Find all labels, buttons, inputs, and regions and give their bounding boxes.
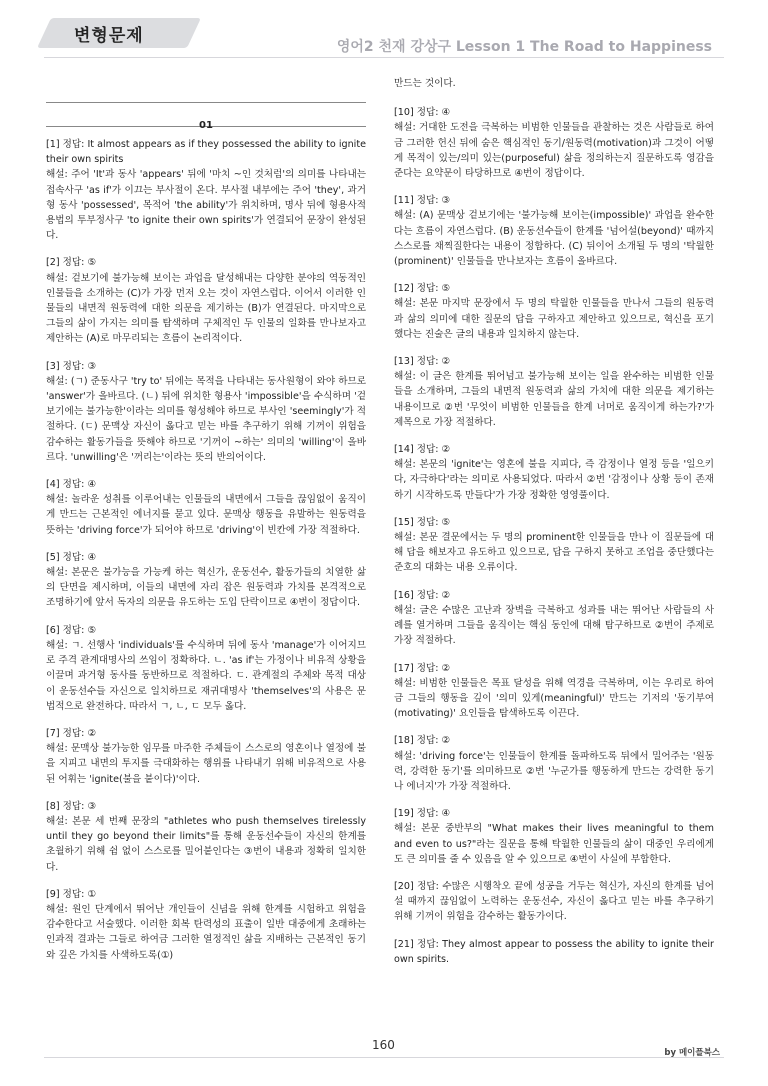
answer-line: [19] 정답: ④ xyxy=(394,808,451,820)
answer-line: [7] 정답: ② xyxy=(46,727,97,739)
explanation-text: 해설: 겉보기에 불가능해 보이는 과업을 달성해내는 다양한 분야의 역동적인 인물들을 소개하는 (C)가 가장 먼저 오는 것이 자연스럽다. 이어서 이러한 인물들의 내면적 원동력에 대한 의문을 제기하는 (B)가 연결된다. 마지막으로 그들의 삶이 가지는 의미를 탐색하며 구체적인 두 인물의 일화를 만나보자고 제안하는 (A)로 마무리되는 흐름이 논리적이다. xyxy=(46,272,366,345)
answer-line: [1] 정답: It almost appears as if they possessed the ability to ignite their own spirits xyxy=(46,139,366,166)
answer-line: [11] 정답: ③ xyxy=(394,195,451,207)
answer-entry xyxy=(394,354,714,430)
explanation-text: 해설: 거대한 도전을 극복하는 비범한 인물들을 관찰하는 것은 사람들로 하여금 그러한 헌신 뒤에 숨은 핵심적인 동기/원동력(motivation)과 그것이 어떻게 목적이 있는/의미 있는(purposeful) 삶을 정의하는지 질문하도록 영감을 준다는 요약문이 타당하므로 ④번이 정답이다. xyxy=(394,122,714,180)
answer-entry xyxy=(46,255,366,346)
answer-entry xyxy=(394,105,714,181)
header-title: 영어2 천재 강상구 Lesson 1 The Road to Happiness xyxy=(336,39,712,55)
answer-line: [2] 정답: ⑤ xyxy=(46,257,97,269)
answer-entry xyxy=(394,588,714,649)
explanation-text: 해설: 글은 수많은 고난과 장벽을 극복하고 성과를 내는 뛰어난 사람들의 사례를 열거하며 그들을 움직이는 핵심 동인에 대해 탐구하므로 ②번이 주제로 가장 적절하다. xyxy=(394,604,714,647)
answer-entry xyxy=(394,661,714,722)
explanation-text: 해설: 본문 마지막 문장에서 두 명의 탁월한 인물들을 만나서 그들의 원동력과 삶의 의미에 대한 질문의 답을 구하자고 제안하고 있으므로, 혁신을 포기했다는 진술은 글의 내용과 일치하지 않는다. xyxy=(394,298,714,340)
answer-entry xyxy=(394,806,714,867)
right-answer-list xyxy=(394,105,714,967)
answer-entry xyxy=(394,937,714,967)
explanation-text: 해설: 본문의 'ignite'는 영혼에 불을 지피다, 즉 감정이나 열정 등을 '일으키다, 자극하다'라는 의미로 사용되었다. 따라서 ②번 '감정이나 상황 등이 존재하기 시작하도록 만들다'가 가장 정확한 영영풀이다. xyxy=(394,459,714,501)
explanation-text: 해설: (A) 문맥상 겉보기에는 '불가능해 보이는(impossible)' 과업을 완수한다는 흐름이 자연스럽다. (B) 운동선수들이 한계를 '넘어설(beyond)' 때까지 스스로를 채찍질한다는 내용이 정합하다. (C) 뒤이어 소개될 두 명의 '탁월한(prominent)' 인물들을 만나보자는 흐름이 올바르다. xyxy=(394,210,714,268)
explanation-text: 해설: (ㄱ) 준동사구 'try to' 뒤에는 목적을 나타내는 동사원형이 와야 하므로 'answer'가 올바르다. (ㄴ) 뒤에 위치한 형용사 'impossible'을 수식하며 '겉보기에는 불가능한'이라는 의미를 형성해야 하므로 부사인 'seemingly'가 적절하다. (ㄷ) 문맥상 자신이 옳다고 믿는 바를 추구하기 위해 기꺼이 위험을 감수하는 활동가들을 뜻해야 하므로 '기꺼이 ~하는' 의미의 'willing'이 올바르다. 'unwilling'은 '꺼리는'이라는 뜻의 반의어이다. xyxy=(46,375,366,463)
answer-entry xyxy=(46,623,366,714)
answer-entry xyxy=(394,281,714,342)
page-number: 160 xyxy=(372,1038,395,1052)
answer-line: [5] 정답: ④ xyxy=(46,551,97,563)
answer-line: [15] 정답: ⑤ xyxy=(394,516,451,528)
answer-line: [16] 정답: ② xyxy=(394,589,451,601)
explanation-text: 해설: ㄱ. 선행사 'individuals'를 수식하며 뒤에 동사 'manage'가 이어지므로 주격 관계대명사의 쓰임이 정확하다. ㄴ. 'as if'는 가정이나 비유적 상황을 이끌며 과거형 동사를 동반하므로 적절하다. ㄷ. 관계절의 주체와 목적 대상이 운동선수들 자신으로 일치하므로 재귀대명사 'themselves'의 사용은 문법적으로 완전하다. 따라서 ㄱ, ㄴ, ㄷ 모두 옳다. xyxy=(46,639,366,712)
answer-entry xyxy=(394,733,714,794)
answer-line: [18] 정답: ② xyxy=(394,735,451,747)
header-divider xyxy=(44,57,724,58)
answer-entry xyxy=(394,879,714,925)
explanation-text: 해설: 본문 세 번째 문장의 "athletes who push themselves tirelessly until they go beyond their limits"를 통해 운동선수들이 자신의 한계를 초월하기 위해 쉼 없이 스스로를 밀어붙인다는 ③번이 내용과 정확히 일치한다. xyxy=(46,815,366,873)
answer-line: [13] 정답: ② xyxy=(394,356,451,368)
explanation-text: 해설: 이 글은 한계를 뛰어넘고 불가능해 보이는 일을 완수하는 비범한 인물들을 소개하며, 그들의 내면적 원동력과 삶의 가치에 대한 의문을 제기하는 내용이므로 ②번 '무엇이 비범한 인물들을 한계 너머로 움직이게 하는가?'가 제목으로 가장 적절하다. xyxy=(394,371,714,428)
page-header xyxy=(0,0,768,64)
answer-line: [10] 정답: ④ xyxy=(394,107,451,119)
answer-line: [20] 정답: 수많은 시행착오 끝에 성공을 거두는 혁신가, 자신의 한계를 넘어설 때까지 끊임없이 노력하는 운동선수, 자신이 옳다고 믿는 바를 추구하기 위해 기꺼이 위험을 감수하는 활동가이다. xyxy=(394,880,714,923)
answer-line: [4] 정답: ④ xyxy=(46,479,97,491)
explanation-text: 해설: 본문은 불가능을 가능케 하는 혁신가, 운동선수, 활동가들의 치열한 삶의 단면을 제시하며, 이들의 내면에 자리 잡은 원동력과 가치를 본격적으로 조명하기에 앞서 독자의 의문을 유도하는 도입 단락이므로 ④번이 정답이다. xyxy=(46,567,366,609)
publisher-brand: by 메이플북스 xyxy=(664,1048,720,1058)
continuation-text: 만드는 것이다. xyxy=(394,78,456,89)
section-header xyxy=(46,102,366,131)
answer-line: [14] 정답: ② xyxy=(394,444,451,456)
answer-line: [12] 정답: ⑤ xyxy=(394,283,451,295)
section-number: 01 xyxy=(199,120,213,131)
answer-entry xyxy=(394,442,714,503)
answer-entry xyxy=(46,799,366,875)
explanation-text: 해설: 문맥상 불가능한 임무를 마주한 주체들이 스스로의 영혼이나 열정에 불을 지피고 내면의 투지를 극대화하는 행위를 나타내기 위해 비유적으로 사용된 어휘는 'ignite(불을 붙이다)'이다. xyxy=(46,743,366,785)
answer-entry xyxy=(46,359,366,465)
explanation-text: 해설: 놀라운 성취를 이루어내는 인물들의 내면에서 그들을 끊임없이 움직이게 만드는 근본적인 에너지를 묻고 있다. 문맥상 행동을 유발하는 원동력을 뜻하는 'driving force'가 되어야 하므로 'driving'이 빈칸에 가장 적절하다. xyxy=(46,494,366,536)
answer-line: [8] 정답: ③ xyxy=(46,800,97,812)
answer-entry xyxy=(46,550,366,611)
explanation-text: 해설: 'driving force'는 인물들이 한계를 돌파하도록 뒤에서 밀어주는 '원동력, 강력한 동기'를 의미하므로 ②번 '누군가를 행동하게 만드는 강력한 동기나 에너지'가 가장 적절하다. xyxy=(394,750,714,792)
explanation-text: 해설: 비범한 인물들은 목표 달성을 위해 역경을 극복하며, 이는 우리로 하여금 그들의 행동을 깊이 '의미 있게(meaningful)' 만드는 기저의 '동기부여(motivating)' 요인들을 탐색하도록 이끈다. xyxy=(394,677,714,720)
answer-line: [9] 정답: ① xyxy=(46,888,97,900)
left-answer-list xyxy=(46,137,366,963)
explanation-text: 해설: 본문 중반부의 "What makes their lives meaningful to them and even to us?"라는 질문을 통해 탁월한 인물들의 삶이 대중인 우리에게도 큰 의미를 줄 수 있음을 알 수 있으므로 ④번이 사실에 부합한다. xyxy=(394,823,714,865)
explanation-text: 해설: 주어 'It'과 동사 'appears' 뒤에 '마치 ~인 것처럼'의 의미를 나타내는 접속사구 'as if'가 이끄는 부사절이 온다. 부사절 내부에는 주어 'they', 과거형 동사 'possessed', 목적어 'the ability'가 위치하며, 명사 뒤에 형용사적 용법의 투부정사구 'to ignite their own spirits'가 연결되어 문장이 완성된다. xyxy=(46,169,366,242)
answer-entry xyxy=(46,137,366,243)
answer-entry xyxy=(46,726,366,787)
footer-divider xyxy=(44,1057,724,1058)
right-column xyxy=(394,76,714,979)
explanation-text: 해설: 원인 단계에서 뛰어난 개인들이 신념을 위해 한계를 시험하고 위험을 감수한다고 서술했다. 이러한 회복 탄력성의 표출이 일반 대중에게 초래하는 인과적 결과는 그들로 하여금 그러한 열정적인 삶을 지배하는 근본적인 동기와 깊은 가치를 사색하도록(①) xyxy=(46,903,366,961)
answer-line: [3] 정답: ③ xyxy=(46,360,97,372)
answer-entry xyxy=(394,193,714,269)
answer-entry xyxy=(46,887,366,963)
answer-line: [6] 정답: ⑤ xyxy=(46,624,97,636)
explanation-text: 해설: 본문 결문에서는 두 명의 prominent한 인물들을 만나 이 질문들에 대해 답을 해보자고 유도하고 있으므로, 답을 구하지 못하고 조업을 중단했다는 준호의 대화는 내용 오류이다. xyxy=(394,532,714,574)
answer-entry xyxy=(46,477,366,538)
left-column xyxy=(46,92,366,975)
answer-line: [21] 정답: They almost appear to possess the ability to ignite their own spirits. xyxy=(394,938,714,965)
answer-line: [17] 정답: ② xyxy=(394,662,451,674)
answer-entry xyxy=(394,515,714,576)
header-tab-label: 변형문제 xyxy=(74,26,144,46)
